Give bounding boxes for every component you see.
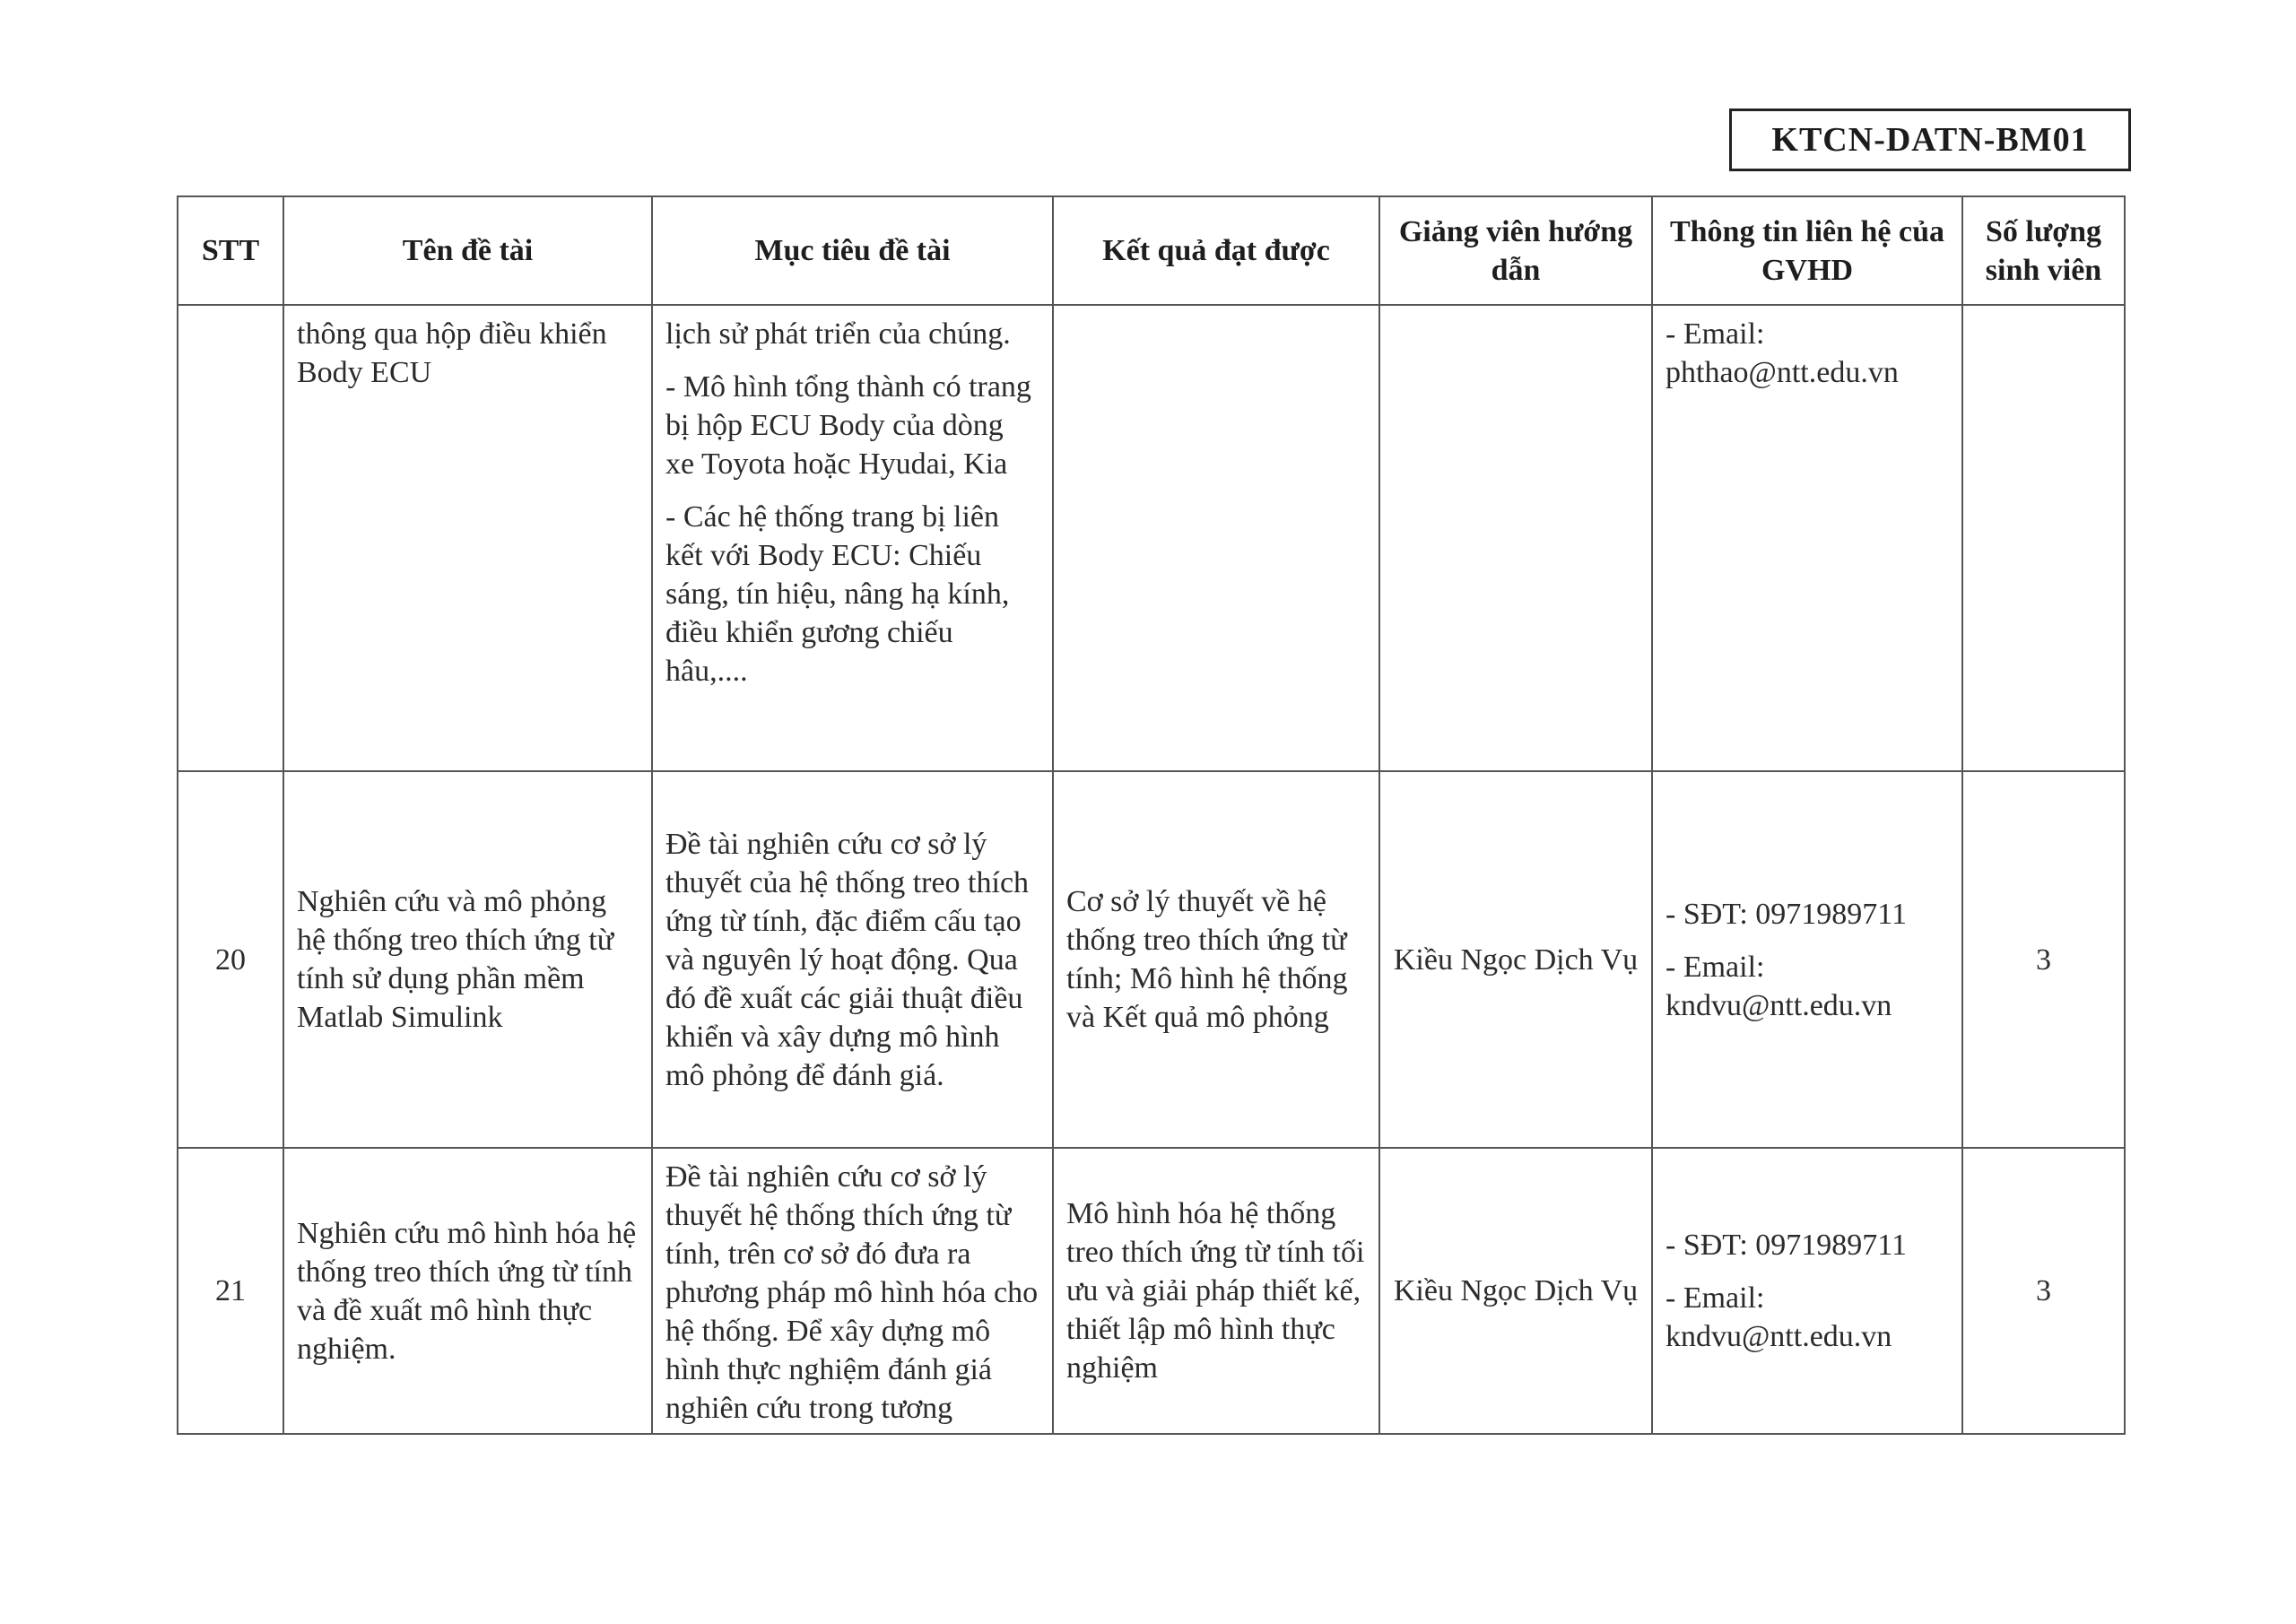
header-objective: Mục tiêu đề tài (652, 196, 1053, 305)
table-row (178, 1148, 2125, 1434)
cell-stt: 21 (178, 1148, 283, 1434)
contact-phone: - SĐT: 0971989711 (1665, 897, 1908, 931)
cell-students: 3 (1962, 771, 2125, 1148)
cell-contact (1652, 1148, 1962, 1434)
objective-line: - Mô hình tổng thành có trang bị hộp ECU Body của dòng xe Toyota hoặc Hyudai, Kia (665, 370, 1031, 481)
cell-result (1053, 305, 1379, 771)
cell-students (1962, 305, 2125, 771)
contact-email: - Email: phthao@ntt.edu.vn (1665, 317, 1899, 389)
cell-stt (178, 305, 283, 771)
objective-line: Đề tài nghiên cứu cơ sở lý thuyết hệ thống thích ứng từ tính, trên cơ sở đó đưa ra phương pháp mô hình hóa cho hệ thống. Để xây dựng mô hình thực nghiệm đánh giá nghiên cứu trong tương (665, 1160, 1039, 1424)
cell-advisor: Kiều Ngọc Dịch Vụ (1379, 1148, 1652, 1434)
header-stt: STT (178, 196, 283, 305)
cell-stt: 20 (178, 771, 283, 1148)
objective-line: Đề tài nghiên cứu cơ sở lý thuyết của hệ thống treo thích ứng từ tính, đặc điểm cấu tạo và nguyên lý hoạt động. Qua đó đề xuất các giải thuật điều khiển và xây dựng mô hình mô phỏng để đánh giá. (665, 827, 1030, 1092)
contact-phone: - SĐT: 0971989711 (1665, 1229, 1908, 1262)
topics-table (177, 195, 2126, 1435)
header-advisor: Giảng viên hướng dẫn (1379, 196, 1652, 305)
cell-topic: Nghiên cứu mô hình hóa hệ thống treo thích ứng từ tính và đề xuất mô hình thực nghiệm. (283, 1148, 652, 1434)
header-contact: Thông tin liên hệ của GVHD (1652, 196, 1962, 305)
cell-objective (652, 1148, 1053, 1434)
cell-topic: Nghiên cứu và mô phỏng hệ thống treo thích ứng từ tính sử dụng phần mềm Matlab Simulink (283, 771, 652, 1148)
objective-text-clip (665, 1158, 1039, 1424)
cell-objective (652, 771, 1053, 1148)
cell-contact (1652, 771, 1962, 1148)
cell-advisor: Kiều Ngọc Dịch Vụ (1379, 771, 1652, 1148)
contact-email: - Email: kndvu@ntt.edu.vn (1665, 950, 1892, 1022)
cell-objective (652, 305, 1053, 771)
contact-email: - Email: kndvu@ntt.edu.vn (1665, 1281, 1892, 1353)
table-row (178, 305, 2125, 771)
cell-contact (1652, 305, 1962, 771)
cell-students: 3 (1962, 1148, 2125, 1434)
objective-line: - Các hệ thống trang bị liên kết với Body ECU: Chiếu sáng, tín hiệu, nâng hạ kính, điều khiển gương chiếu hâu,.... (665, 500, 1010, 688)
header-result: Kết quả đạt được (1053, 196, 1379, 305)
header-topic: Tên đề tài (283, 196, 652, 305)
objective-line: lịch sử phát triển của chúng. (665, 317, 1011, 351)
table-row (178, 771, 2125, 1148)
table-header-row (178, 196, 2125, 305)
form-code-label: KTCN-DATN-BM01 (1729, 109, 2131, 171)
header-students: Số lượng sinh viên (1962, 196, 2125, 305)
cell-result: Mô hình hóa hệ thống treo thích ứng từ tính tối ưu và giải pháp thiết kế, thiết lập mô hình thực nghiệm (1053, 1148, 1379, 1434)
cell-result: Cơ sở lý thuyết về hệ thống treo thích ứng từ tính; Mô hình hệ thống và Kết quả mô phỏng (1053, 771, 1379, 1148)
cell-topic: thông qua hộp điều khiển Body ECU (283, 305, 652, 771)
cell-advisor (1379, 305, 1652, 771)
